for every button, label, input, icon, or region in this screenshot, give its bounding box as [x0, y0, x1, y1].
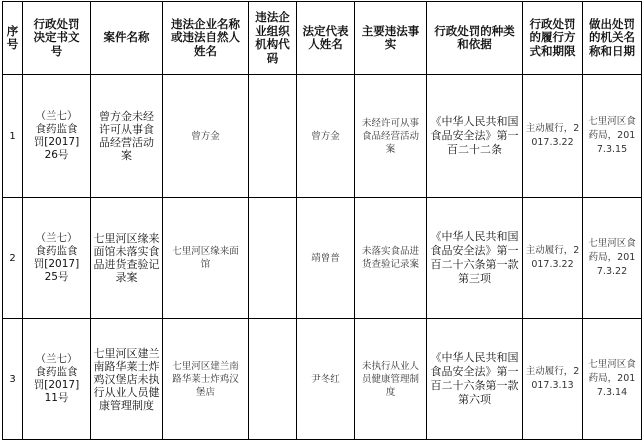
header-seq: 序号	[3, 2, 23, 75]
header-method: 行政处罚的履行方式和期限	[523, 2, 583, 75]
header-penalty: 行政处罚的种类和依据	[427, 2, 523, 75]
table-row	[3, 319, 642, 440]
table-row	[3, 75, 642, 198]
header-org-code: 违法企业组织机构代码	[249, 2, 297, 75]
cell-legal-rep: 靖曾普	[297, 198, 355, 319]
cell-case-name: 七里河区建兰南路华莱士炸鸡汉堡店未执行从业人员健康管理制度	[91, 319, 163, 440]
cell-case-name: 七里河区缘来面馆未落实食品进货查验记录案	[91, 198, 163, 319]
header-row	[3, 2, 642, 75]
cell-entity: 曾方金	[163, 75, 249, 198]
header-authority: 做出处罚的机关名称和日期	[583, 2, 642, 75]
cell-method: 主动履行，2017.3.22	[523, 75, 583, 198]
cell-seq: 2	[3, 198, 23, 319]
cell-method: 主动履行，2017.3.22	[523, 198, 583, 319]
cell-org-code	[249, 198, 297, 319]
cell-seq: 1	[3, 75, 23, 198]
header-doc-no: 行政处罚决定书文号	[23, 2, 91, 75]
cell-authority: 七里河区食药局，2017.3.14	[583, 319, 642, 440]
cell-legal-rep: 曾方金	[297, 75, 355, 198]
cell-doc-no: （兰七）食药监食罚[2017]11号	[23, 319, 91, 440]
cell-facts: 未经许可从事食品经营活动案	[355, 75, 427, 198]
header-case-name: 案件名称	[91, 2, 163, 75]
cell-authority: 七里河区食药局，2017.3.22	[583, 198, 642, 319]
cell-authority: 七里河区食药局，2017.3.15	[583, 75, 642, 198]
cell-entity: 七里河区缘来面馆	[163, 198, 249, 319]
table-row	[3, 198, 642, 319]
cell-seq: 3	[3, 319, 23, 440]
cell-doc-no: （兰七）食药监食罚[2017]25号	[23, 198, 91, 319]
penalty-disclosure-table	[2, 1, 642, 440]
cell-penalty: 《中华人民共和国食品安全法》第一百二十六条第一款第六项	[427, 319, 523, 440]
header-legal-rep: 法定代表人姓名	[297, 2, 355, 75]
header-facts: 主要违法事实	[355, 2, 427, 75]
cell-doc-no: （兰七）食药监食罚[2017]26号	[23, 75, 91, 198]
cell-case-name: 曾方金未经许可从事食品经营活动案	[91, 75, 163, 198]
cell-facts: 未落实食品进货查验记录案	[355, 198, 427, 319]
cell-penalty: 《中华人民共和国食品安全法》第一百二十六条第一款第三项	[427, 198, 523, 319]
cell-method: 主动履行，2017.3.13	[523, 319, 583, 440]
cell-facts: 未执行从业人员健康管理制度	[355, 319, 427, 440]
cell-org-code	[249, 319, 297, 440]
header-entity: 违法企业名称或违法自然人姓名	[163, 2, 249, 75]
cell-entity: 七里河区建兰南路华莱士炸鸡汉堡店	[163, 319, 249, 440]
cell-penalty: 《中华人民共和国食品安全法》第一百二十二条	[427, 75, 523, 198]
cell-org-code	[249, 75, 297, 198]
cell-legal-rep: 尹冬红	[297, 319, 355, 440]
